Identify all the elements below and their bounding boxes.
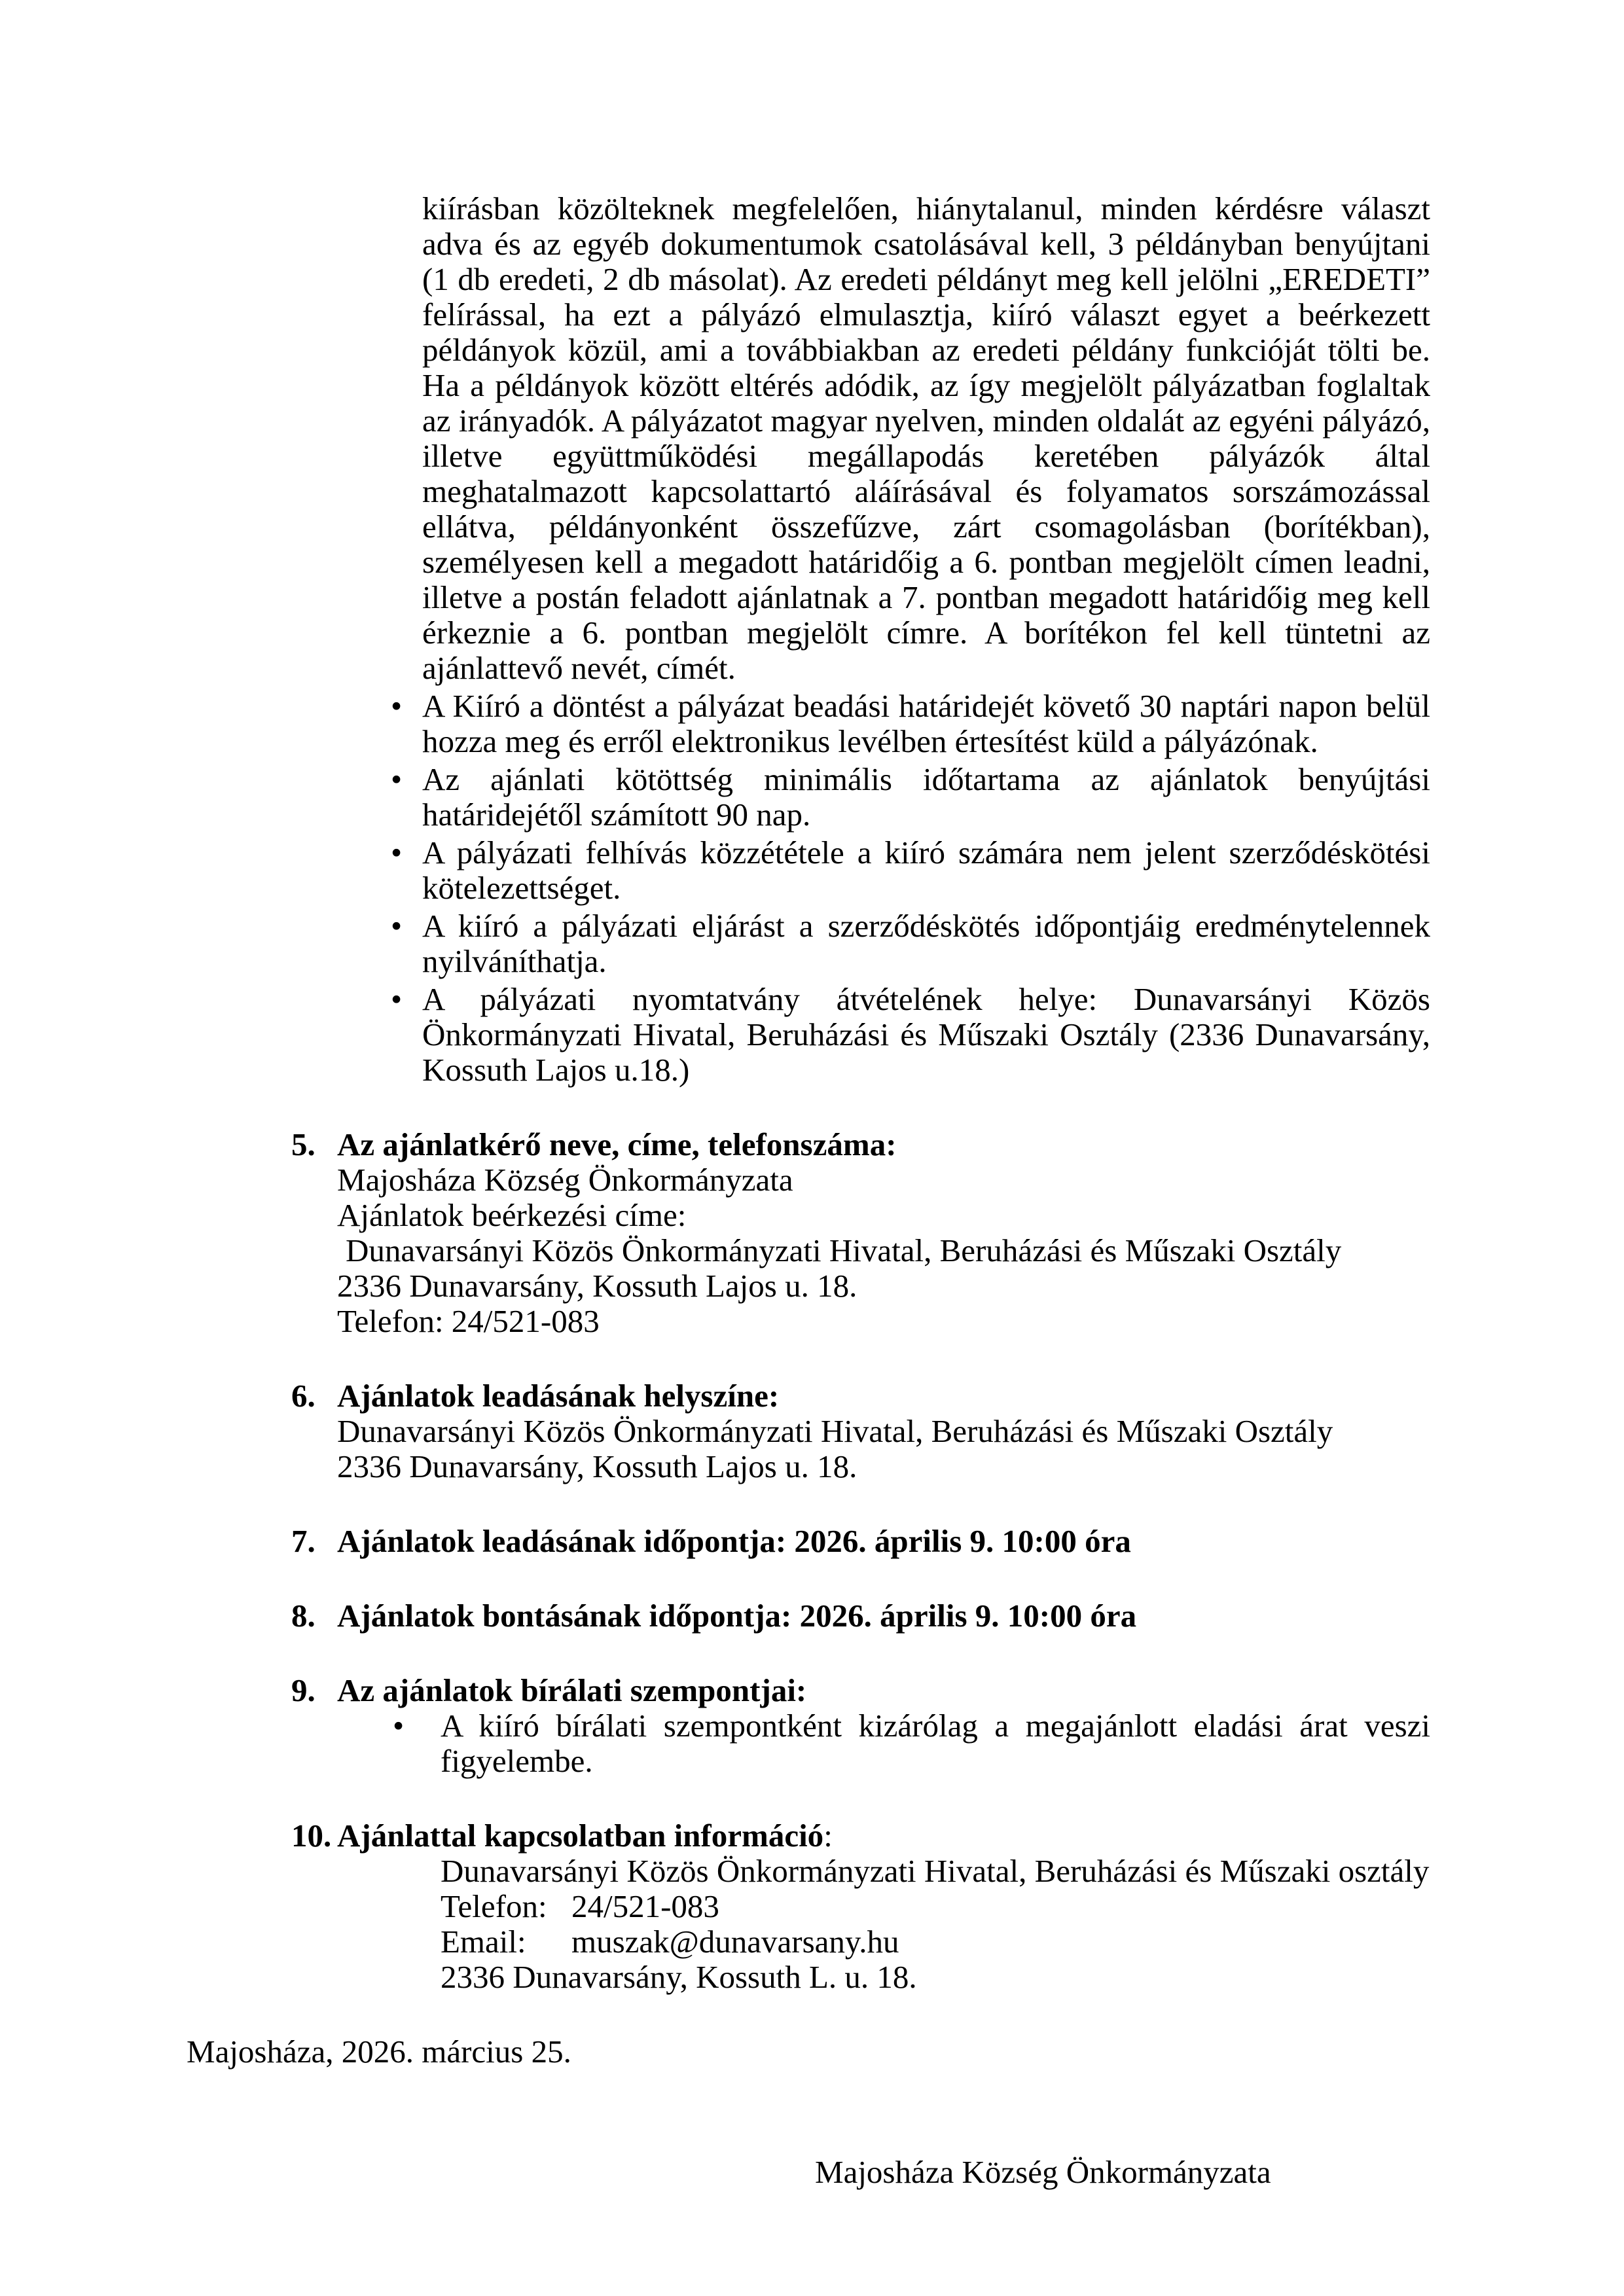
bullet-item	[391, 761, 1430, 833]
section-line: Telefon: 24/521-083	[337, 1303, 600, 1339]
section-line: 2336 Dunavarsány, Kossuth Lajos u. 18.	[337, 1268, 857, 1304]
section-number: 9.	[291, 1672, 316, 1708]
section-9	[291, 1673, 1430, 1779]
bullet-text: A pályázati nyomtatvány átvételének helye: Dunavarsányi Közös Önkormányzati Hivatal, Beruházási és Műszaki Osztály (2336 Dunavarsány, Kossuth Lajos u.18.)	[422, 981, 1430, 1088]
section-title: Ajánlattal kapcsolatban információ	[337, 1818, 824, 1854]
section-heading	[291, 1598, 1430, 1634]
contact-row	[441, 1889, 1430, 1924]
bullet-icon: •	[391, 688, 403, 724]
section-title: Az ajánlatkérő neve, címe, telefonszáma:	[337, 1126, 897, 1162]
bullet-icon: •	[391, 981, 403, 1017]
bullet-text: A pályázati felhívás közzététele a kiíró számára nem jelent szerződéskötési kötelezettséget.	[422, 834, 1430, 906]
section-7	[291, 1524, 1430, 1559]
section-number: 8.	[291, 1598, 316, 1634]
section-line: Majosháza Község Önkormányzata	[337, 1162, 793, 1198]
section-heading	[291, 1673, 1430, 1708]
signature-line: Majosháza Község Önkormányzata	[815, 2154, 1271, 2190]
contact-label: Telefon:	[441, 1888, 547, 1924]
date-line: Majosháza, 2026. március 25.	[187, 2034, 571, 2070]
section-body	[337, 1162, 1430, 1339]
section-number: 5.	[291, 1126, 316, 1162]
section-8	[291, 1598, 1430, 1634]
section-heading	[291, 1818, 1430, 1854]
section-title-suffix: :	[823, 1818, 833, 1854]
section-number: 6.	[291, 1378, 316, 1414]
section-heading	[291, 1127, 1430, 1162]
bullet-item	[391, 908, 1430, 979]
section-number: 7.	[291, 1523, 316, 1559]
bullet-icon: •	[391, 908, 403, 944]
section-line: Dunavarsányi Közös Önkormányzati Hivatal, Beruházási és Műszaki osztály	[441, 1853, 1430, 1889]
section-line: 2336 Dunavarsány, Kossuth L. u. 18.	[441, 1959, 917, 1995]
contact-row	[441, 1924, 1430, 1960]
section-title: Ajánlatok leadásának időpontja: 2026. április 9. 10:00 óra	[337, 1523, 1131, 1559]
bullet-icon: •	[391, 834, 403, 870]
section-line: 2336 Dunavarsány, Kossuth Lajos u. 18.	[337, 1448, 857, 1484]
section-10	[291, 1818, 1430, 1995]
section-line: Dunavarsányi Közös Önkormányzati Hivatal, Beruházási és Műszaki Osztály	[337, 1413, 1333, 1449]
section-line: Dunavarsányi Közös Önkormányzati Hivatal, Beruházási és Műszaki Osztály	[346, 1232, 1342, 1268]
contact-value: 24/521-083	[571, 1888, 719, 1924]
contact-value: muszak@dunavarsany.hu	[571, 1924, 899, 1960]
bullet-icon: •	[393, 1708, 405, 1744]
bullet-text: A kiíró bírálati szempontként kizárólag a megajánlott eladási árat veszi figyelembe.	[441, 1708, 1430, 1779]
section-body	[441, 1854, 1430, 1995]
bullet-text: A Kiíró a döntést a pályázat beadási határidejét követő 30 naptári napon belül hozza meg és erről elektronikus levélben értesítést küld a pályázónak.	[422, 688, 1430, 759]
bullet-item	[391, 834, 1430, 906]
section-6	[291, 1378, 1430, 1484]
bullet-item	[391, 688, 1430, 759]
section-body	[337, 1414, 1430, 1484]
bullet-list	[291, 689, 1430, 1088]
section-title: Ajánlatok leadásának helyszíne:	[337, 1378, 780, 1414]
bullet-item	[393, 1708, 1430, 1779]
document-content	[187, 190, 1430, 2190]
bullet-text: Az ajánlati kötöttség minimális időtartama az ajánlatok benyújtási határidejétől számított 90 nap.	[422, 761, 1430, 833]
contact-label: Email:	[441, 1924, 526, 1960]
section-title: Az ajánlatok bírálati szempontjai:	[337, 1672, 807, 1708]
section-line: Ajánlatok beérkezési címe:	[337, 1197, 687, 1233]
section-title: Ajánlatok bontásának időpontja: 2026. április 9. 10:00 óra	[337, 1598, 1137, 1634]
bullet-text: A kiíró a pályázati eljárást a szerződéskötés időpontjáig eredménytelennek nyilváníthatja.	[422, 908, 1430, 979]
body-paragraph: kiírásban közölteknek megfelelően, hiánytalanul, minden kérdésre választ adva és az egyéb dokumentumok csatolásával kell, 3 példányban benyújtani (1 db eredeti, 2 db másolat). Az eredeti példányt meg kell jelölni „EREDETI” felírással, ha ezt a pályázó elmulasztja, kiíró választ egyet a beérkezett példányok közül, ami a továbbiakban az eredeti példány funkcióját tölti be. Ha a példányok között eltérés adódik, az így megjelölt pályázatban foglaltak az irányadók. A pályázatot magyar nyelven, minden oldalát az egyéni pályázó, illetve együttműködési megállapodás keretében pályázók által meghatalmazott kapcsolattartó aláírásával és folyamatos sorszámozással ellátva, példányonként összefűzve, zárt csomagolásban (borítékban), személyesen kell a megadott határidőig a 6. pontban megjelölt címen leadni, illetve a postán feladott ajánlatnak a 7. pontban megadott határidőig meg kell érkeznie a 6. pontban megjelölt címre. A borítékon fel kell tüntetni az ajánlattevő nevét, címét.	[422, 190, 1430, 686]
section-heading	[291, 1378, 1430, 1414]
bullet-item	[391, 981, 1430, 1088]
section-number: 10.	[291, 1818, 332, 1854]
section-5	[291, 1127, 1430, 1339]
bullet-icon: •	[391, 761, 403, 797]
section-heading	[291, 1524, 1430, 1559]
